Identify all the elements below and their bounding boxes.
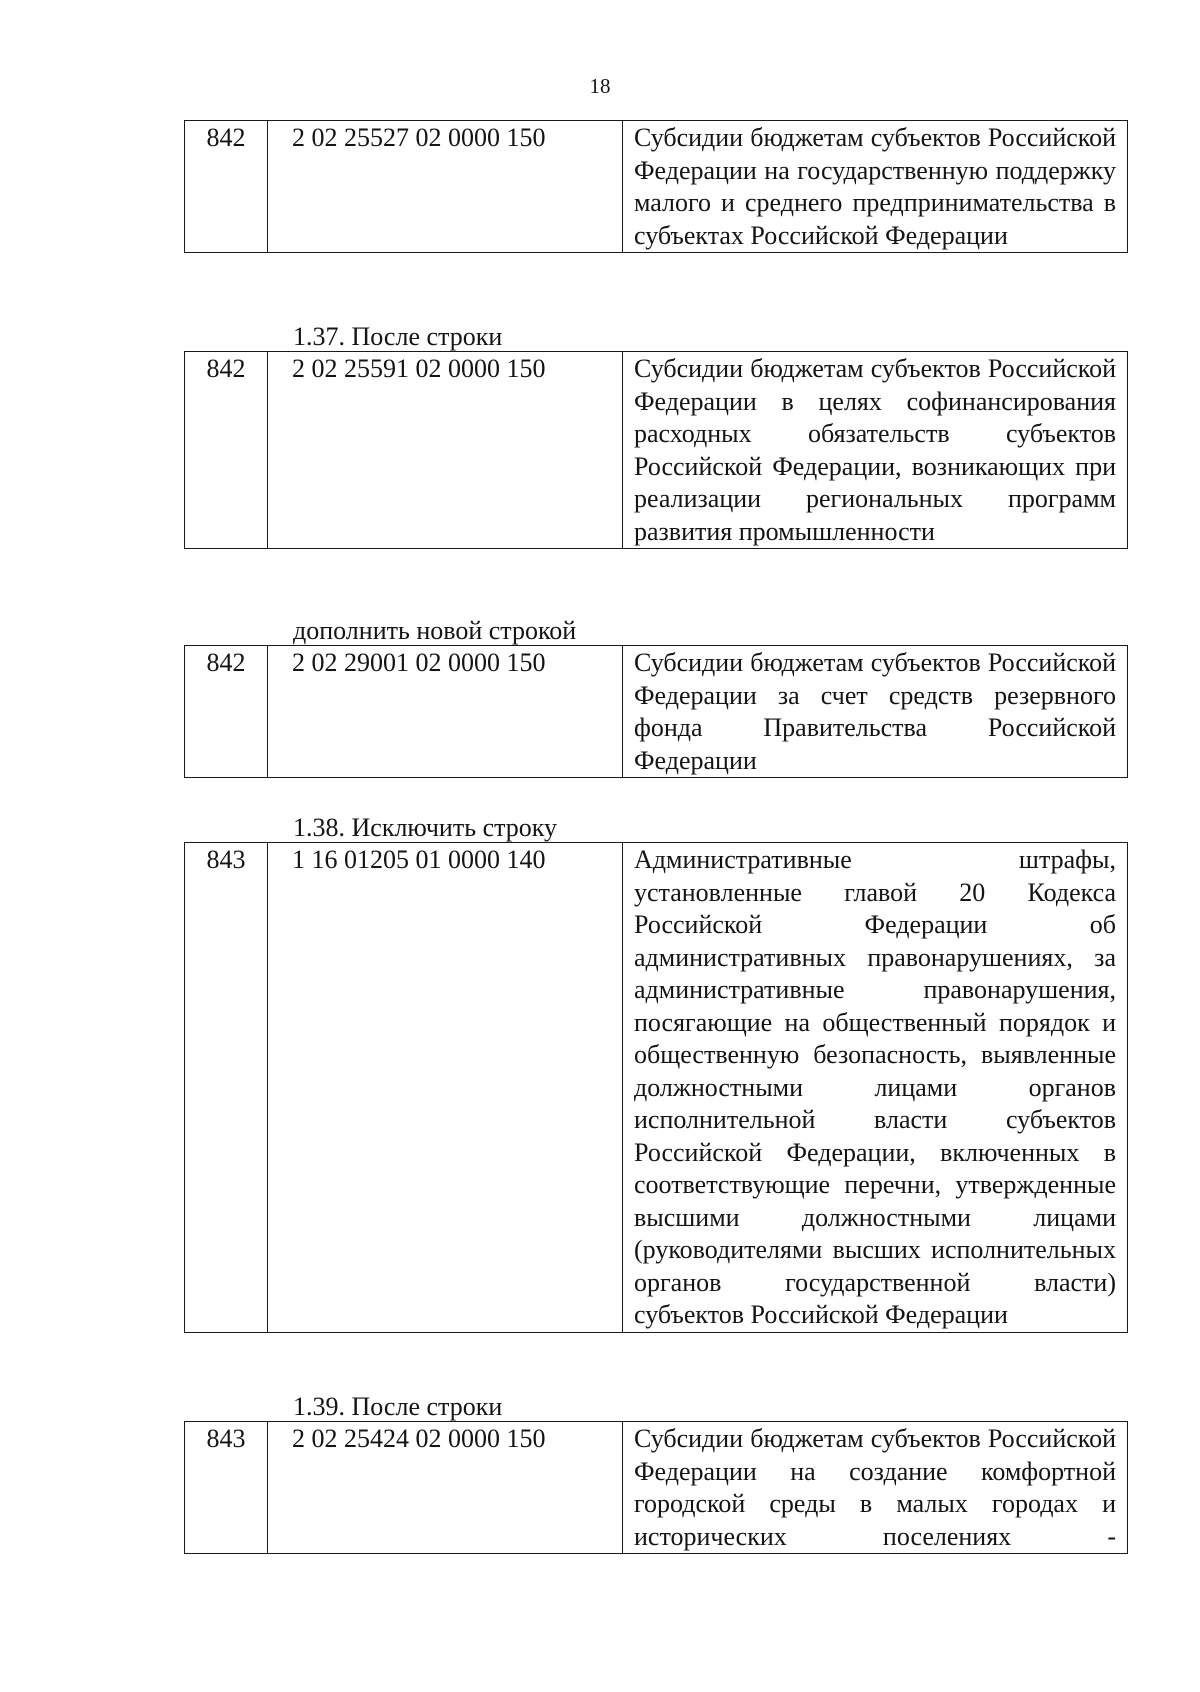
- section-intro-1-39: 1.39. После строки: [293, 1392, 503, 1421]
- table-row: [185, 352, 1128, 549]
- income-name-cell: Субсидии бюджетам субъектов Российской Федерации в целях софинансирования расходных обязательств субъектов Российской Федерации, возникающих при реализации региональных программ развития промышленности: [623, 352, 1128, 549]
- section-intro-add-row: дополнить новой строкой: [293, 616, 577, 645]
- code-table-row-3: [184, 645, 1128, 778]
- admin-code-cell: 842: [185, 646, 268, 778]
- section-intro-1-38: 1.38. Исключить строку: [293, 813, 558, 842]
- budget-code-cell: 2 02 25424 02 0000 150: [268, 1422, 623, 1554]
- page-number: 18: [589, 74, 611, 98]
- section-intro-1-37: 1.37. После строки: [293, 322, 503, 351]
- admin-code-cell: 843: [185, 843, 268, 1333]
- income-name-cell: Субсидии бюджетам субъектов Российской Федерации за счет средств резервного фонда Правительства Российской Федерации: [623, 646, 1128, 778]
- budget-code-cell: 1 16 01205 01 0000 140: [268, 843, 623, 1333]
- code-table-row-5: [184, 1421, 1128, 1554]
- income-name-cell: Субсидии бюджетам субъектов Российской Федерации на государственную поддержку малого и среднего предпринимательства в субъектах Российской Федерации: [623, 121, 1128, 253]
- budget-code-cell: 2 02 25527 02 0000 150: [268, 121, 623, 253]
- income-name-cell: Субсидии бюджетам субъектов Российской Федерации на создание комфортной городской среды в малых городах и исторических поселениях -: [623, 1422, 1128, 1554]
- budget-code-cell: 2 02 29001 02 0000 150: [268, 646, 623, 778]
- table-row: [185, 646, 1128, 778]
- code-table-row-2: [184, 351, 1128, 549]
- budget-code-cell: 2 02 25591 02 0000 150: [268, 352, 623, 549]
- admin-code-cell: 843: [185, 1422, 268, 1554]
- code-table-row-1: [184, 120, 1128, 253]
- admin-code-cell: 842: [185, 352, 268, 549]
- income-name-cell: Административные штрафы, установленные главой 20 Кодекса Российской Федерации об административных правонарушениях, за административные правонарушения, посягающие на общественный порядок и общественную безопасность, выявленные должностными лицами органов исполнительной власти субъектов Российской Федерации, включенных в соответствующие перечни, утвержденные высшими должностными лицами (руководителями высших исполнительных органов государственной власти) субъектов Российской Федерации: [623, 843, 1128, 1333]
- code-table-row-4: [184, 842, 1128, 1333]
- table-row: [185, 1422, 1128, 1554]
- admin-code-cell: 842: [185, 121, 268, 253]
- table-row: [185, 121, 1128, 253]
- table-row: [185, 843, 1128, 1333]
